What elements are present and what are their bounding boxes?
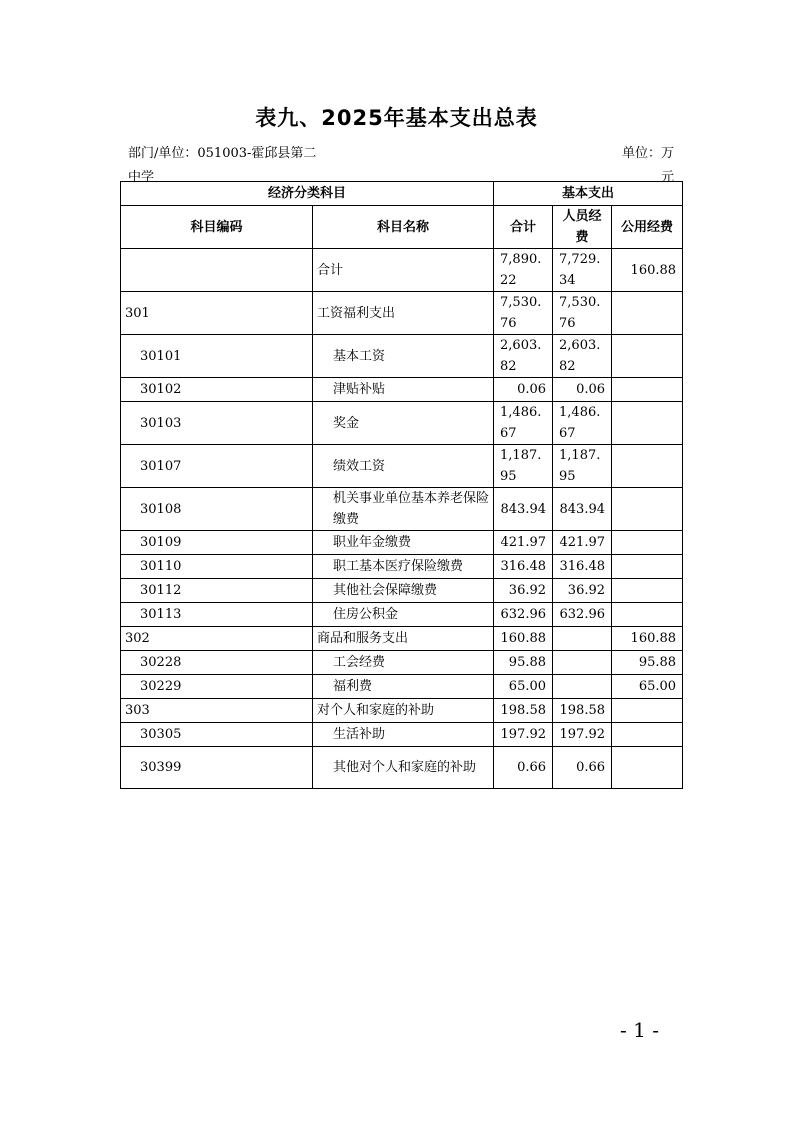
cell-total: 95.88 [494,651,553,675]
cell-personnel: 843.94 [553,488,612,531]
cell-public [612,292,683,335]
cell-public: 160.88 [612,627,683,651]
cell-code: 30229 [121,675,313,699]
cell-code: 30107 [121,445,313,488]
cell-personnel: 1,486.67 [553,402,612,445]
header-total: 合计 [494,206,553,249]
cell-public: 160.88 [612,249,683,292]
cell-total: 36.92 [494,579,553,603]
table-row [121,747,683,789]
cell-personnel [553,651,612,675]
unit-label: 单位：万元 [621,146,674,185]
cell-name: 商品和服务支出 [313,627,494,651]
cell-code: 30228 [121,651,313,675]
cell-name: 其他对个人和家庭的补助 [313,747,494,789]
cell-name: 对个人和家庭的补助 [313,699,494,723]
cell-personnel: 197.92 [553,723,612,747]
cell-public [612,488,683,531]
table-row [121,579,683,603]
cell-total: 160.88 [494,627,553,651]
header-basic-expenditure: 基本支出 [494,182,683,206]
cell-code: 30113 [121,603,313,627]
cell-code: 30399 [121,747,313,789]
cell-total: 7,530.76 [494,292,553,335]
cell-public [612,335,683,378]
cell-code [121,249,313,292]
cell-name: 工会经费 [313,651,494,675]
cell-personnel: 36.92 [553,579,612,603]
cell-total: 197.92 [494,723,553,747]
cell-name: 津贴补贴 [313,378,494,402]
cell-name: 机关事业单位基本养老保险缴费 [313,488,494,531]
table-row [121,699,683,723]
cell-public [612,402,683,445]
cell-name: 住房公积金 [313,603,494,627]
cell-personnel: 7,729.34 [553,249,612,292]
table-row [121,335,683,378]
cell-code: 302 [121,627,313,651]
cell-code: 30109 [121,531,313,555]
cell-personnel [553,627,612,651]
cell-total: 632.96 [494,603,553,627]
cell-name: 职工基本医疗保险缴费 [313,555,494,579]
cell-code: 30103 [121,402,313,445]
cell-name: 工资福利支出 [313,292,494,335]
cell-name: 绩效工资 [313,445,494,488]
table-row [121,402,683,445]
cell-name: 基本工资 [313,335,494,378]
cell-personnel: 632.96 [553,603,612,627]
header-public: 公用经费 [612,206,683,249]
cell-code: 30305 [121,723,313,747]
cell-total: 0.66 [494,747,553,789]
department-label: 部门/单位：051003-霍邱县第二中学 [128,146,317,185]
cell-total: 7,890.22 [494,249,553,292]
cell-code: 303 [121,699,313,723]
cell-code: 30110 [121,555,313,579]
cell-personnel: 7,530.76 [553,292,612,335]
cell-total: 198.58 [494,699,553,723]
cell-personnel: 1,187.95 [553,445,612,488]
cell-code: 301 [121,292,313,335]
cell-public [612,378,683,402]
header-code: 科目编码 [121,206,313,249]
cell-personnel: 316.48 [553,555,612,579]
cell-public [612,723,683,747]
cell-name: 奖金 [313,402,494,445]
expenditure-table [120,181,683,789]
cell-name: 合计 [313,249,494,292]
cell-total: 65.00 [494,675,553,699]
cell-public: 95.88 [612,651,683,675]
cell-personnel: 198.58 [553,699,612,723]
cell-personnel: 0.66 [553,747,612,789]
table-row [121,651,683,675]
cell-public [612,603,683,627]
table-row [121,555,683,579]
header-econ-category: 经济分类科目 [121,182,494,206]
table-row [121,488,683,531]
cell-total: 2,603.82 [494,335,553,378]
cell-total: 843.94 [494,488,553,531]
header-group-row [121,182,683,206]
cell-personnel [553,675,612,699]
cell-code: 30101 [121,335,313,378]
header-column-row [121,206,683,249]
cell-name: 福利费 [313,675,494,699]
cell-public: 65.00 [612,675,683,699]
cell-public [612,699,683,723]
page-number: - 1 - [620,1018,659,1042]
table-row [121,378,683,402]
cell-code: 30112 [121,579,313,603]
page-title: 表九、2025年基本支出总表 [255,106,538,130]
table-row [121,603,683,627]
table-row [121,292,683,335]
cell-total: 1,486.67 [494,402,553,445]
cell-name: 职业年金缴费 [313,531,494,555]
cell-name: 生活补助 [313,723,494,747]
table-row [121,627,683,651]
cell-personnel: 421.97 [553,531,612,555]
header-name: 科目名称 [313,206,494,249]
cell-personnel: 2,603.82 [553,335,612,378]
cell-total: 1,187.95 [494,445,553,488]
cell-total: 316.48 [494,555,553,579]
cell-total: 421.97 [494,531,553,555]
cell-total: 0.06 [494,378,553,402]
cell-code: 30108 [121,488,313,531]
cell-public [612,579,683,603]
table-row [121,531,683,555]
header-personnel: 人员经费 [553,206,612,249]
cell-name: 其他社会保障缴费 [313,579,494,603]
cell-public [612,445,683,488]
cell-public [612,531,683,555]
cell-public [612,747,683,789]
cell-public [612,555,683,579]
table-row [121,249,683,292]
table-row [121,445,683,488]
cell-personnel: 0.06 [553,378,612,402]
cell-code: 30102 [121,378,313,402]
table-row [121,675,683,699]
table-row [121,723,683,747]
